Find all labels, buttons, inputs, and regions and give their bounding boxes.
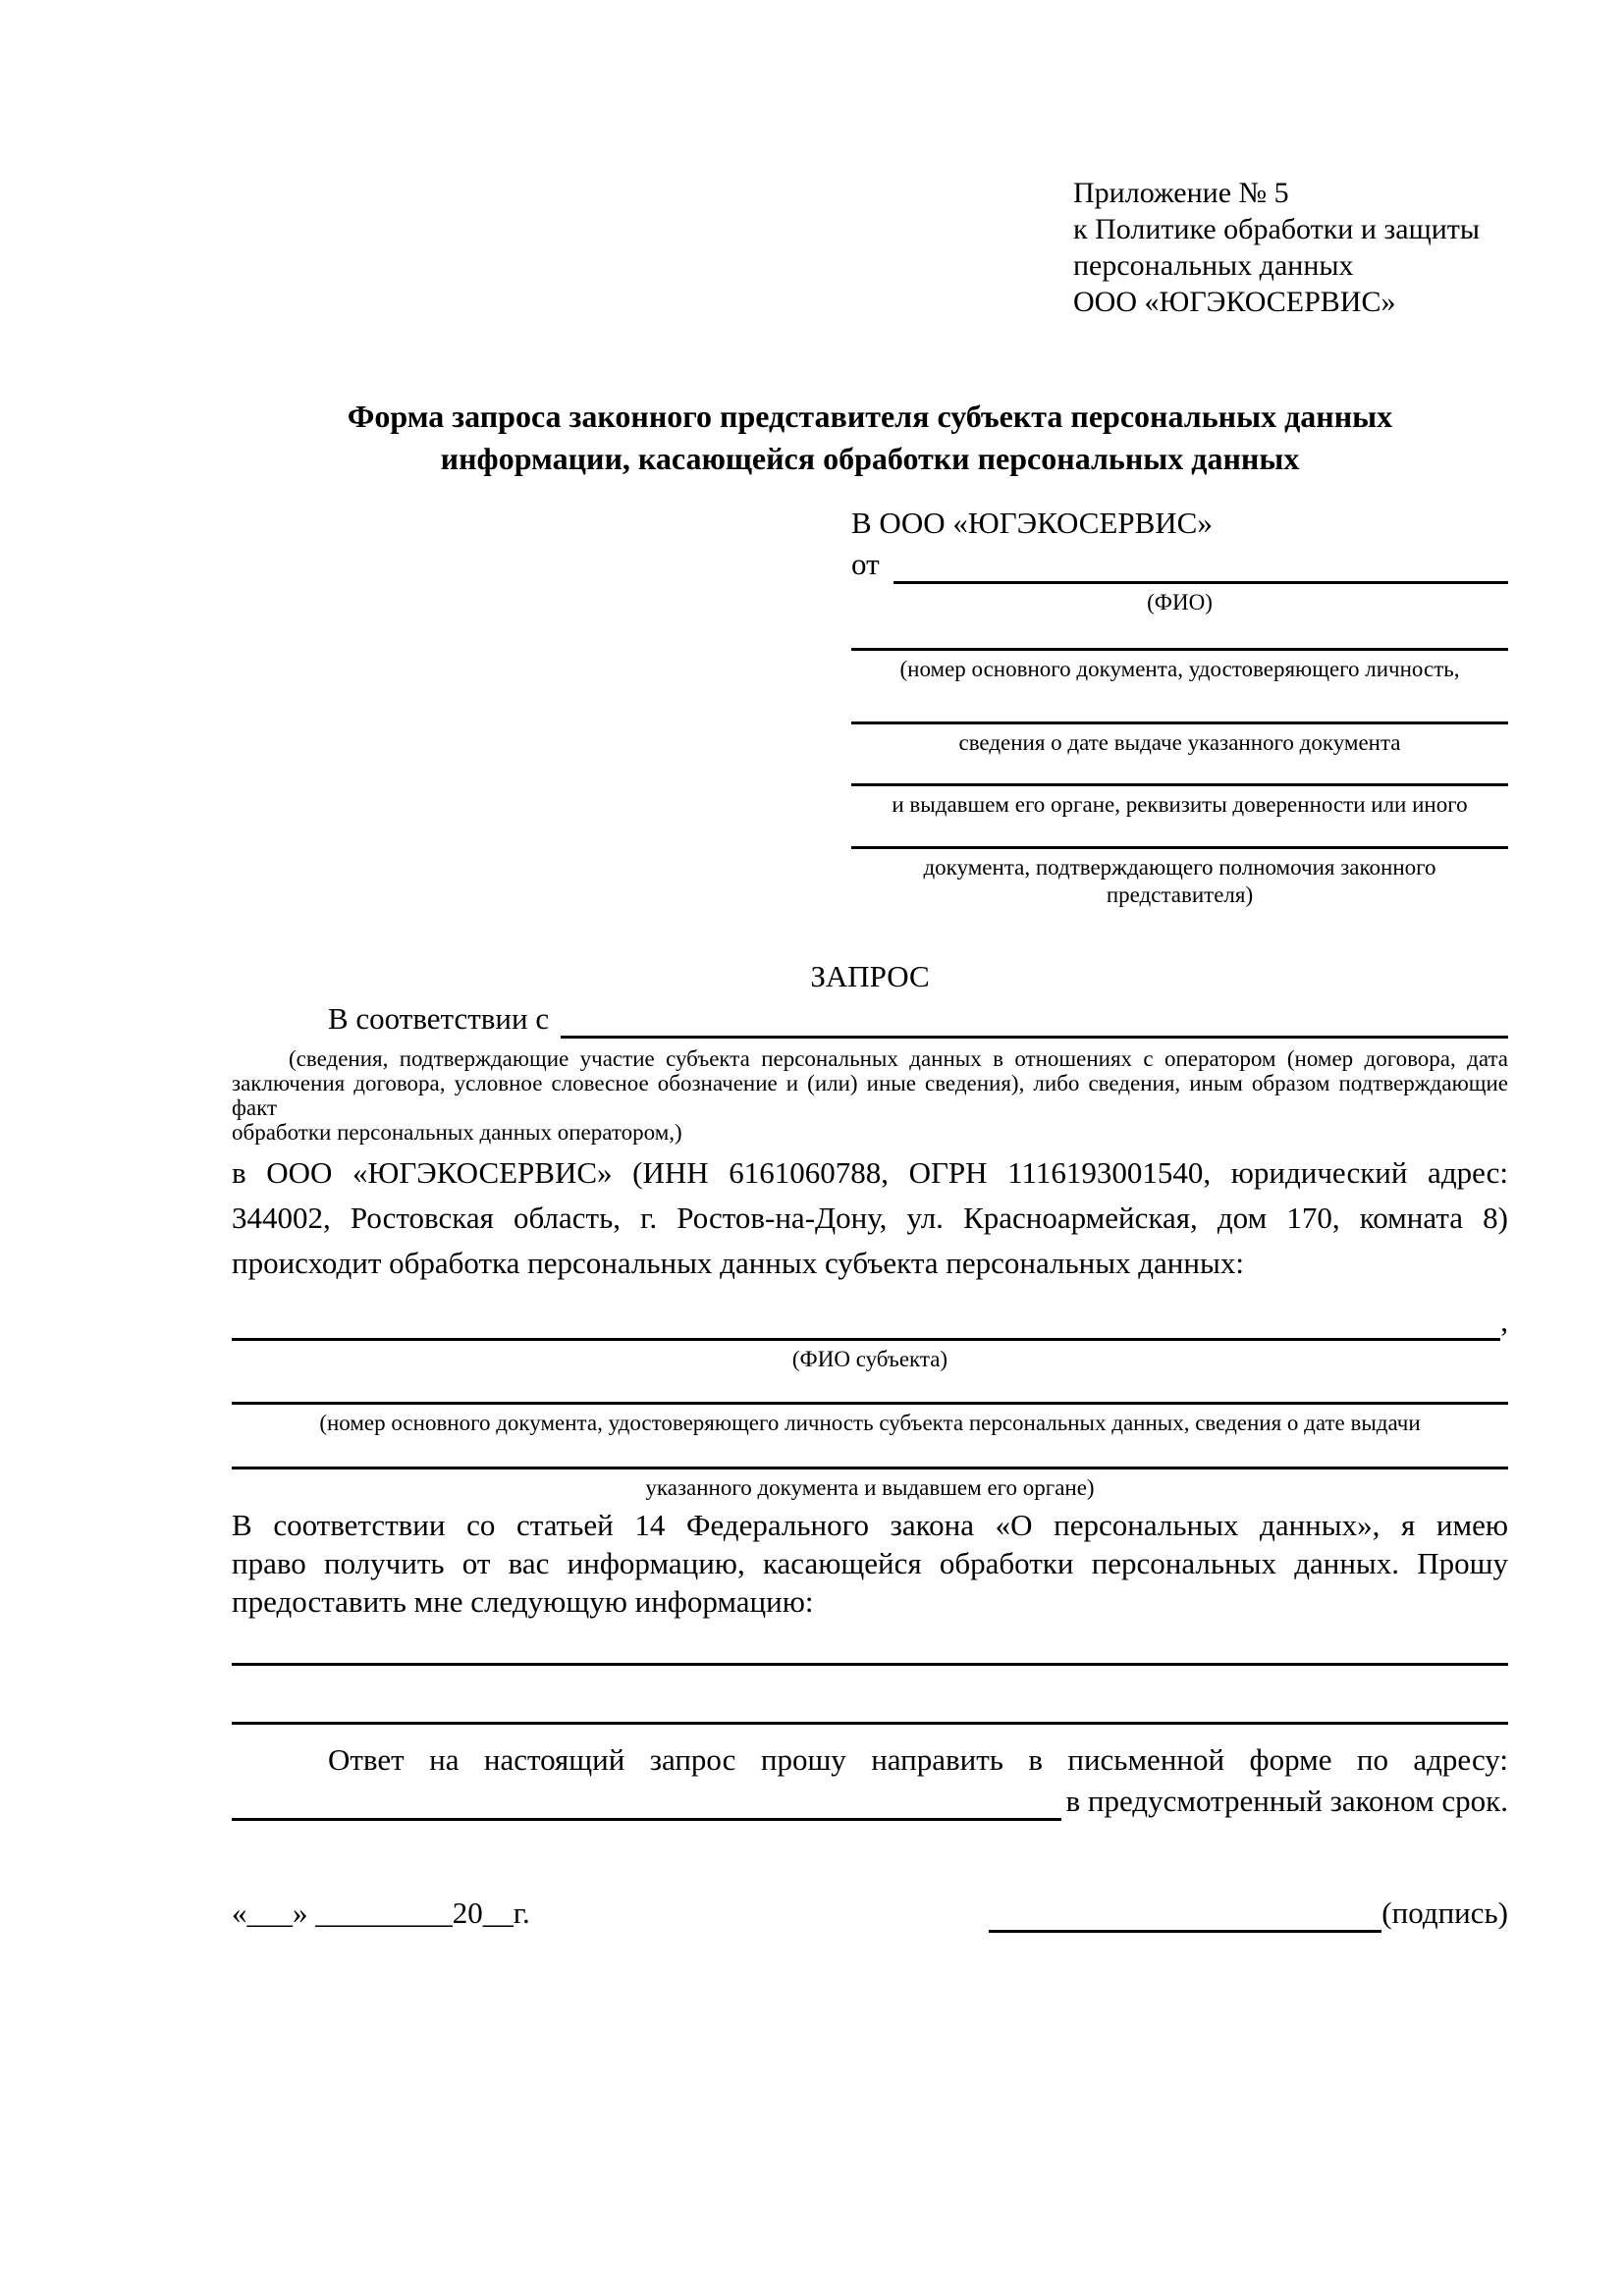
signature-caption: (подпись) xyxy=(1381,1896,1508,1930)
issue-date-blank-line xyxy=(851,721,1508,724)
subject-document-blank-line xyxy=(232,1402,1508,1405)
addressee-to: В ООО «ЮГЭКОСЕРВИС» xyxy=(851,506,1213,540)
signature-blank-line xyxy=(989,1896,1381,1933)
subject-fio-caption: (ФИО субъекта) xyxy=(791,1347,948,1371)
issue-date-caption: сведения о дате выдаче указанного документа xyxy=(958,730,1401,755)
request-heading: ЗАПРОС xyxy=(810,959,930,993)
subject-issuer-caption: указанного документа и выдавшем его органе) xyxy=(645,1475,1095,1500)
accordance-row xyxy=(232,997,1508,1039)
subject-fio-row xyxy=(232,1304,1508,1341)
accordance-caption-paragraph xyxy=(232,1046,1508,1145)
document-title xyxy=(232,396,1508,480)
issuing-authority-blank-line xyxy=(851,783,1508,786)
subject-fio-blank-line xyxy=(232,1305,1500,1341)
reply-paragraph-line1: Ответ на настоящий запрос прошу направить в письменной форме по адресу: xyxy=(328,1742,1508,1777)
subject-issuer-blank-line xyxy=(232,1467,1508,1469)
accordance-label: В соответствии с xyxy=(328,1001,550,1036)
accordance-blank-line xyxy=(561,1004,1508,1039)
company-name: ООО «ЮГЭКОСЕРВИС» xyxy=(1073,286,1396,318)
reply-paragraph-tail: в предусмотренный законом срок. xyxy=(1065,1784,1508,1818)
operator-paragraph xyxy=(232,1150,1508,1286)
policy-reference-line1: к Политике обработки и защиты xyxy=(1073,213,1481,245)
accordance-caption-line1: (сведения, подтверждающие участие субъекта персональных данных в отношениях с оператором (номер договора, дата xyxy=(289,1046,1508,1071)
signature-block xyxy=(989,1894,1508,1933)
authority-document-blank-line xyxy=(851,846,1508,849)
document-number-blank-line xyxy=(851,648,1508,651)
reply-address-blank-line xyxy=(232,1785,1061,1821)
operator-line3: происходит обработка персональных данных субъекта персональных данных: xyxy=(232,1246,1244,1280)
date-line: «___» _________20__г. xyxy=(232,1896,530,1930)
from-row xyxy=(851,543,1508,584)
accordance-caption-line3: обработки персональных данных оператором,) xyxy=(232,1120,682,1145)
information-blank-line2 xyxy=(232,1722,1508,1725)
law-line1: В соответствии со статьей 14 Федерального закона «О персональных данных», я имею xyxy=(232,1508,1508,1542)
from-label: от xyxy=(851,547,880,581)
fio-blank-line xyxy=(893,548,1508,584)
operator-line1: в ООО «ЮГЭКОСЕРВИС» (ИНН 6161060788, ОГРН 1116193001540, юридический адрес: xyxy=(232,1155,1508,1190)
date-signature-row xyxy=(232,1894,1508,1933)
operator-line2: 344002, Ростовская область, г. Ростов-на-Дону, ул. Красноармейская, дом 170, комната 8) xyxy=(232,1201,1508,1235)
document-title-line2: информации, касающейся обработки персональных данных xyxy=(440,441,1300,476)
reply-address-row xyxy=(232,1780,1508,1821)
accordance-caption-line2: заключения договора, условное словесное обозначение и (или) иные сведения), либо сведения, иным образом подтверждающие факт xyxy=(232,1071,1508,1120)
document-number-caption: (номер основного документа, удостоверяющего личность, xyxy=(899,657,1460,681)
appendix-header xyxy=(1073,175,1508,320)
issuing-authority-caption: и выдавшем его органе, реквизиты доверенности или иного xyxy=(892,792,1468,817)
law-line3: предоставить мне следующую информацию: xyxy=(232,1584,814,1619)
addressee-block xyxy=(851,504,1508,909)
appendix-number: Приложение № 5 xyxy=(1073,177,1289,209)
subject-fio-comma: , xyxy=(1500,1304,1508,1338)
document-title-line1: Форма запроса законного представителя субъекта персональных данных xyxy=(347,399,1393,434)
authority-document-caption: документа, подтверждающего полномочия законного представителя) xyxy=(923,855,1436,907)
subject-document-caption: (номер основного документа, удостоверяющего личность субъекта персональных данных, сведения о дате выдачи xyxy=(319,1411,1421,1435)
information-blank-line1 xyxy=(232,1663,1508,1666)
law-line2: право получить от вас информацию, касающейся обработки персональных данных. Прошу xyxy=(232,1546,1508,1580)
fio-caption: (ФИО) xyxy=(1147,590,1213,614)
policy-reference-line2: персональных данных xyxy=(1073,249,1354,282)
law-paragraph xyxy=(232,1506,1508,1621)
